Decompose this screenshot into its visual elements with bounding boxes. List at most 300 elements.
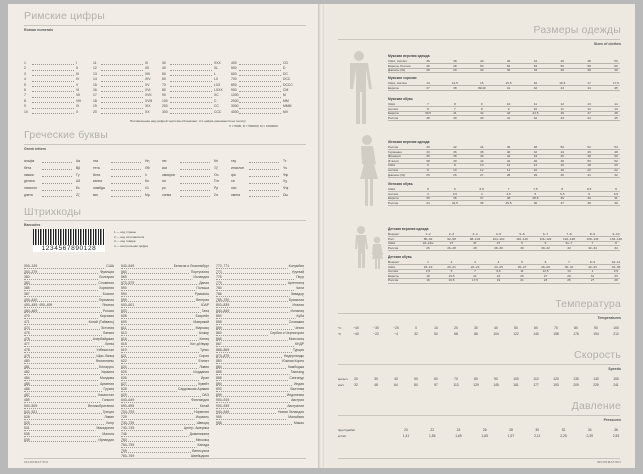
dot-leader [24, 391, 114, 392]
dot-leader [111, 183, 141, 184]
clothes-size-value: 18 [426, 273, 430, 278]
roman-symbol: XVIII [145, 98, 153, 103]
woman-silhouette-icon [352, 134, 382, 206]
clothes-size-value: 1 [427, 260, 429, 264]
clothes-size-value: 6 [453, 187, 456, 191]
dot-leader [24, 346, 114, 347]
conversion-value: 64 [394, 383, 398, 387]
clothes-size-value: 50 [614, 59, 618, 63]
barcode-code: 627 [121, 381, 127, 386]
barcode-country: Италия [292, 303, 304, 308]
barcode-country: Египет [198, 359, 209, 364]
barcode-country: Бельгия и Люксембург [173, 264, 209, 268]
clothes-size-value: 58 [587, 63, 591, 68]
barcode-country: Азербайджан [92, 336, 114, 341]
children-silhouette-icon [352, 224, 386, 270]
dot-leader [42, 162, 72, 163]
dot-leader [111, 169, 141, 170]
barcode-code: 754–755 [121, 443, 135, 448]
barcode-code: 899 [216, 392, 222, 397]
divider [338, 364, 620, 365]
barcode-code: 603 [121, 308, 127, 313]
greek-letter-glyph: Ππ [214, 179, 219, 184]
clothes-size-value: 34 [426, 200, 430, 205]
clothes-size-value: 98–104 [469, 236, 481, 241]
dot-leader [101, 75, 143, 76]
clothes-size-value: 5–6 [519, 232, 525, 236]
barcode-country: Мальта [102, 432, 114, 436]
barcode-country: Великобритания [87, 404, 114, 408]
clothes-size-value: 38 [453, 59, 457, 63]
barcode-country: Китай (Тайвань) [88, 320, 114, 324]
conversion-value: 120 [553, 377, 559, 381]
clothes-size-value: 44 [560, 149, 565, 154]
clothes-size-value: 5,5 [560, 191, 565, 196]
barcode-code: 619 [121, 348, 127, 352]
clothes-size-value: 17 [587, 81, 591, 85]
roman-subtitle: Roman numerals [24, 28, 54, 32]
conversion-value: 80 [474, 377, 478, 381]
clothes-size-value: 15 [479, 81, 484, 85]
clothes-size-value: 13 [587, 102, 591, 106]
conversion-value: 30 [535, 428, 540, 432]
barcode-code: 860 [216, 331, 222, 336]
dot-leader [101, 113, 143, 114]
dot-leader [239, 108, 281, 109]
greek-letter-name: йота [93, 172, 101, 177]
barcode-country: Колумбия [288, 264, 304, 268]
roman-arabic-value: 19 [93, 104, 97, 109]
conversion-value: 70 [454, 377, 458, 381]
clothes-size-value: 92–98 [447, 236, 456, 241]
clothes-size-value: 30–31 [564, 264, 574, 269]
clothes-size-value: 6,5 [479, 187, 484, 191]
clothes-size-value: 34–35 [611, 264, 621, 269]
barcode-country: Центр. Америка [183, 426, 209, 431]
clothes-size-value: 37 [426, 85, 430, 90]
barcode-code: 380 [24, 275, 30, 280]
clothes-size-value: 17,5 [612, 81, 620, 85]
barcode-legend-item: 3 — код товара [114, 239, 136, 244]
barcode-code: 773 [216, 269, 222, 274]
dot-leader [32, 64, 74, 65]
dot-leader [239, 64, 281, 65]
dot-leader [32, 97, 74, 98]
barcode-code: 893 [216, 387, 222, 392]
roman-symbol: XIII [145, 71, 151, 76]
dot-leader [101, 86, 143, 87]
conversion-value: 90 [494, 377, 498, 381]
barcode-code: 940–949 [216, 409, 230, 414]
clothes-size-value: 6 [427, 106, 429, 111]
roman-symbol: X [76, 109, 79, 114]
clothes-size-value: 3 [474, 260, 476, 264]
barcode-country: Португалия [190, 269, 209, 274]
dot-leader [249, 183, 279, 184]
dot-leader [121, 284, 209, 285]
conversion-value: 161 [513, 383, 519, 387]
greek-letter-glyph: Ωω [283, 193, 289, 197]
clothes-row-label: Германия [388, 149, 402, 154]
divider [24, 144, 306, 145]
clothes-size-value: 10 [479, 163, 484, 168]
conversion-value: 225 [593, 383, 599, 387]
dot-leader [101, 64, 143, 65]
greek-letter-name: дзета [24, 193, 33, 197]
dot-leader [101, 81, 143, 82]
conversion-value: 10 [434, 326, 438, 330]
right-page [324, 4, 635, 468]
barcode-code: 608 [121, 314, 127, 319]
clothes-size-value: 13 [614, 106, 618, 111]
barcode-code: 624 [121, 364, 127, 369]
roman-arabic-value: 20 [93, 109, 97, 114]
row-separator [388, 154, 620, 155]
clothes-size-value: 28–30 [494, 245, 503, 250]
clothes-size-value: 122–128 [562, 236, 576, 241]
clothes-size-value: 47 [587, 111, 591, 116]
dot-leader [239, 70, 281, 71]
unit-label: °F [338, 332, 342, 336]
greek-letter-glyph: Γγ [76, 172, 80, 177]
barcode-code: 539 [24, 437, 30, 442]
greek-letter-name: омега [231, 193, 241, 197]
barcode-code: 880 [216, 359, 222, 364]
dot-leader [111, 176, 141, 177]
barcodes-title: Штрихкоды [24, 206, 82, 218]
clothes-size-value: 5 [450, 269, 453, 274]
conversion-value: 48 [374, 383, 378, 387]
barcode-code: 884 [216, 364, 222, 369]
clothes-size-value: 50 [560, 145, 565, 149]
clothes-size-value: 16 [533, 81, 538, 85]
barcode-code: 560 [121, 269, 127, 274]
clothes-size-value: 38 [426, 158, 430, 163]
roman-note-2: V = 5000, D = 500000, M = 1000000 [229, 124, 278, 128]
clothes-size-value: 37 [479, 196, 484, 201]
greek-letter-name: гамма [24, 172, 34, 177]
barcode-code: 786 [216, 292, 222, 296]
barcode-code: 618 [121, 342, 127, 347]
dot-leader [239, 86, 281, 87]
clothes-row-label: США, Англия [388, 59, 407, 63]
roman-symbol: CD [283, 61, 288, 65]
clothes-size-value: 46 [587, 149, 591, 154]
clothes-size-value: 4 [480, 191, 483, 196]
conversion-value: 241 [613, 383, 619, 387]
clothes-size-value: 42 [533, 85, 538, 90]
clothes-row-label: Европа, Россия [388, 63, 411, 68]
row-separator [388, 68, 620, 69]
barcode-country: Южная Корея [282, 359, 304, 364]
barcode-code: 590 [121, 286, 127, 291]
barcode-country: Болгария [99, 275, 114, 280]
greek-letter-glyph: Ττ [283, 159, 287, 163]
dot-leader [170, 86, 212, 87]
barcode-country: Босния [102, 292, 114, 296]
barcode-country: Беларусь [99, 364, 114, 369]
barcode-code: 611 [121, 325, 127, 330]
unit-label: фунт/дюйм² [338, 428, 356, 432]
clothes-size-value: 42 [506, 59, 511, 63]
clothes-size-value: 14 [506, 168, 511, 172]
dot-leader [121, 368, 209, 369]
conversion-value: 177 [533, 383, 539, 387]
dot-leader [216, 346, 304, 347]
dot-leader [170, 113, 212, 114]
conversion-value: 80 [574, 326, 578, 330]
conversion-value: 90 [594, 326, 598, 330]
barcode-country: Украина [101, 370, 114, 375]
greek-letter-glyph: Ρρ [214, 186, 219, 191]
roman-arabic-value: 90 [162, 93, 166, 98]
clothes-size-value: 39/40 [477, 85, 486, 90]
roman-symbol: XI [145, 61, 149, 65]
conversion-value: 2,25 [560, 434, 567, 438]
footer-label: INFORMATION [24, 460, 49, 464]
greek-letter-name: фи [231, 172, 236, 177]
clothes-size-value: 39,5 [424, 111, 432, 116]
conversion-value: 212 [613, 332, 619, 336]
greek-letter-name: эта [93, 159, 99, 163]
clothes-size-value: 2T [449, 241, 454, 246]
roman-arabic-value: 40 [162, 66, 166, 71]
conversion-value: 130 [573, 377, 579, 381]
conversion-value: −4 [394, 332, 398, 336]
barcode-code: 450–459, 490–499 [24, 303, 53, 308]
clothes-size-value: 7 [591, 241, 594, 246]
barcode-country: Словения [98, 280, 114, 285]
barcode-code: 626 [121, 376, 127, 380]
greek-letter-name: омикрон [162, 172, 176, 177]
roman-symbol: VI [76, 88, 80, 92]
barcode-code: 867 [216, 342, 222, 347]
clothes-size-value: 56 [560, 63, 565, 68]
roman-arabic-value: 400 [231, 61, 237, 65]
conversion-value: 60 [534, 326, 538, 330]
clothes-size-value: 46 [560, 154, 565, 159]
dot-leader [24, 312, 114, 313]
barcode-code: 759 [121, 448, 127, 453]
roman-arabic-value: 4000 [231, 109, 239, 114]
barcode-code: 594 [121, 292, 127, 296]
greek-letter-name: хи [231, 179, 235, 184]
row-separator [388, 177, 620, 178]
clothes-size-value: 48 [453, 63, 457, 68]
conversion-value: 176 [573, 332, 579, 336]
roman-symbol: XX [145, 109, 150, 114]
barcode-code: 850 [216, 314, 222, 319]
dot-leader [180, 162, 210, 163]
conversion-value: 50 [514, 326, 518, 330]
clothes-size-value: 48 [533, 145, 538, 149]
barcode-country: Кувейт [198, 381, 209, 386]
clothes-section-label: Мужская обувь [388, 97, 413, 101]
clothes-size-value: 16,5 [448, 278, 455, 283]
barcode-code: 760–769 [121, 454, 135, 459]
dot-leader [121, 357, 209, 358]
dot-leader [170, 97, 212, 98]
clothes-size-value: 52 [587, 145, 591, 149]
roman-symbol: I [76, 61, 77, 65]
barcode-country: Хорватия [99, 286, 114, 291]
dot-leader [42, 196, 72, 197]
clothes-size-value: 28 [473, 245, 477, 250]
clothes-size-value: 25 [520, 273, 524, 278]
clothes-size-value: 44 [506, 158, 511, 163]
clothes-row-label: Джинсы (W) [388, 68, 406, 73]
greek-letter-glyph: Ψψ [283, 186, 289, 191]
barcode-code: 746 [121, 432, 127, 436]
clothes-size-value: 3T [473, 241, 477, 246]
greek-letter-name: эпсилон [24, 186, 37, 191]
clothes-size-value: 7 [474, 269, 476, 274]
clothes-size-value: 44 [587, 115, 591, 120]
barcode-country: Монголия [288, 336, 304, 341]
conversion-value: 158 [553, 332, 559, 336]
row-separator [388, 269, 620, 270]
barcode-country: Филиппины [95, 359, 114, 364]
conversion-value: 1,41 [402, 434, 410, 438]
roman-symbol: MMM [283, 104, 292, 109]
roman-symbol: IV [76, 77, 80, 82]
clothes-size-value: 26–27 [517, 264, 527, 269]
barcode-code: 569 [121, 275, 127, 280]
clothes-size-value: 16 [533, 168, 538, 172]
clothes-size-value: 128–134 [586, 236, 599, 241]
barcode-country: Венесуэла [192, 448, 209, 453]
clothes-size-value: 1 [591, 269, 594, 274]
barcode-code: 570–579 [121, 280, 135, 285]
clothes-size-value: 46 [560, 111, 565, 116]
barcode-country: Вьетнам [290, 387, 304, 392]
barcode-code: 613 [121, 331, 127, 336]
roman-arabic-value: 17 [93, 93, 97, 98]
left-page [8, 4, 319, 468]
clothes-row-label: Англия [388, 269, 399, 274]
clothes-size-value: 28 [506, 172, 511, 177]
roman-arabic-value: 10 [24, 109, 28, 114]
conversion-value: 20 [454, 326, 458, 330]
clothes-size-value: 11 [560, 106, 564, 111]
roman-arabic-value: 7 [24, 93, 26, 98]
clothes-size-value: 39 [614, 200, 618, 205]
roman-note: Поставленная над цифрой черточка обозначает, что цифра умножается на тысячу: [130, 119, 247, 123]
clothes-size-value: 39 [453, 115, 457, 120]
barcode-code: 383 [24, 280, 30, 285]
clothes-title: Размеры одежды [533, 24, 621, 36]
dot-leader [180, 190, 210, 191]
clothes-size-value: 6 [427, 163, 429, 168]
clothes-size-value: 34 [426, 149, 430, 154]
clothes-size-value: 5 [427, 187, 429, 191]
barcode-code: 890 [216, 381, 222, 386]
roman-arabic-value: 30 [162, 61, 166, 65]
conversion-value: 86 [474, 332, 478, 336]
dot-leader [101, 91, 143, 92]
greek-letter-name: дельта [24, 179, 35, 184]
dot-leader [121, 396, 209, 397]
roman-symbol: D [283, 66, 286, 71]
clothes-size-value: 4T [496, 241, 501, 246]
conversion-value: 32 [561, 428, 566, 432]
roman-symbol: C [214, 98, 217, 103]
barcode-legend-item: 4 — контрольная цифра [114, 243, 148, 248]
clothes-size-value: 35 [426, 196, 430, 201]
clothes-size-value: 50 [587, 158, 591, 163]
clothes-row-label: США [388, 102, 396, 106]
dot-leader [180, 176, 210, 177]
speed-subtitle: Speeds [608, 367, 621, 371]
dot-leader [239, 91, 281, 92]
greek-letter-name: ламбда [93, 186, 105, 191]
clothes-row-label: Джинсы (W) [388, 172, 406, 177]
clothes-size-value: 8–9 [589, 260, 596, 264]
clothes-size-value: 9 [507, 106, 510, 111]
clothes-size-value: 38 [587, 68, 591, 73]
clothes-size-value: 35,5 [505, 200, 512, 205]
barcode-country: Чехия [294, 325, 304, 330]
conversion-value: 100 [513, 377, 519, 381]
dot-leader [121, 385, 209, 386]
barcode-country: ОАЭ [201, 392, 209, 397]
clothes-size-value: 5 [534, 191, 537, 196]
row-separator [388, 283, 620, 284]
clothes-size-value: 36 [453, 196, 457, 201]
dot-leader [216, 290, 304, 291]
clothes-size-value: 3,5 [452, 191, 457, 196]
conversion-value: 36 [614, 428, 618, 432]
clothes-size-value: 6 [544, 241, 547, 246]
clothes-row-label: Россия [388, 115, 399, 120]
clothes-size-value: 44 [587, 85, 591, 90]
roman-symbol: LX [214, 77, 219, 82]
barcode-country: Кения [199, 336, 209, 341]
conversion-value: 1,69 [455, 434, 462, 438]
clothes-size-value: 45 [614, 85, 618, 90]
clothes-size-value: 44,5 [532, 111, 539, 116]
clothes-size-value: 11 [533, 102, 538, 106]
clothes-size-value: 32 [567, 245, 571, 250]
clothes-size-value: 1–2 [425, 232, 431, 236]
barcode-country: Алжир [198, 331, 209, 336]
clothes-size-value: 23 [543, 278, 548, 283]
roman-arabic-value: 200 [162, 104, 168, 109]
greek-letter-name: пси [231, 186, 237, 191]
barcode-country: Узбекистан [96, 348, 114, 352]
barcode-code: 616 [121, 336, 127, 341]
clothes-size-value: 42 [506, 154, 511, 159]
clothes-size-value: 8–9 [589, 232, 596, 236]
roman-symbol: XL [214, 66, 219, 71]
roman-arabic-value: 5 [24, 82, 26, 87]
barcode-country: Перу [296, 275, 304, 280]
barcode-country: Мексика [195, 437, 209, 442]
row-separator [388, 115, 620, 116]
barcode-country: США [106, 264, 114, 268]
greek-letter-glyph: Αα [76, 159, 81, 163]
greek-letter-glyph: Δδ [76, 179, 81, 184]
barcode-country: Ирландия [98, 437, 114, 442]
conversion-value: 40 [394, 377, 398, 381]
conversion-value: 60 [434, 377, 438, 381]
dot-leader [121, 312, 209, 313]
barcode-code: 609 [121, 320, 127, 324]
dot-leader [121, 340, 209, 341]
row-separator [388, 90, 620, 91]
conversion-value: 193 [553, 383, 559, 387]
temperature-title: Температура [555, 298, 621, 310]
